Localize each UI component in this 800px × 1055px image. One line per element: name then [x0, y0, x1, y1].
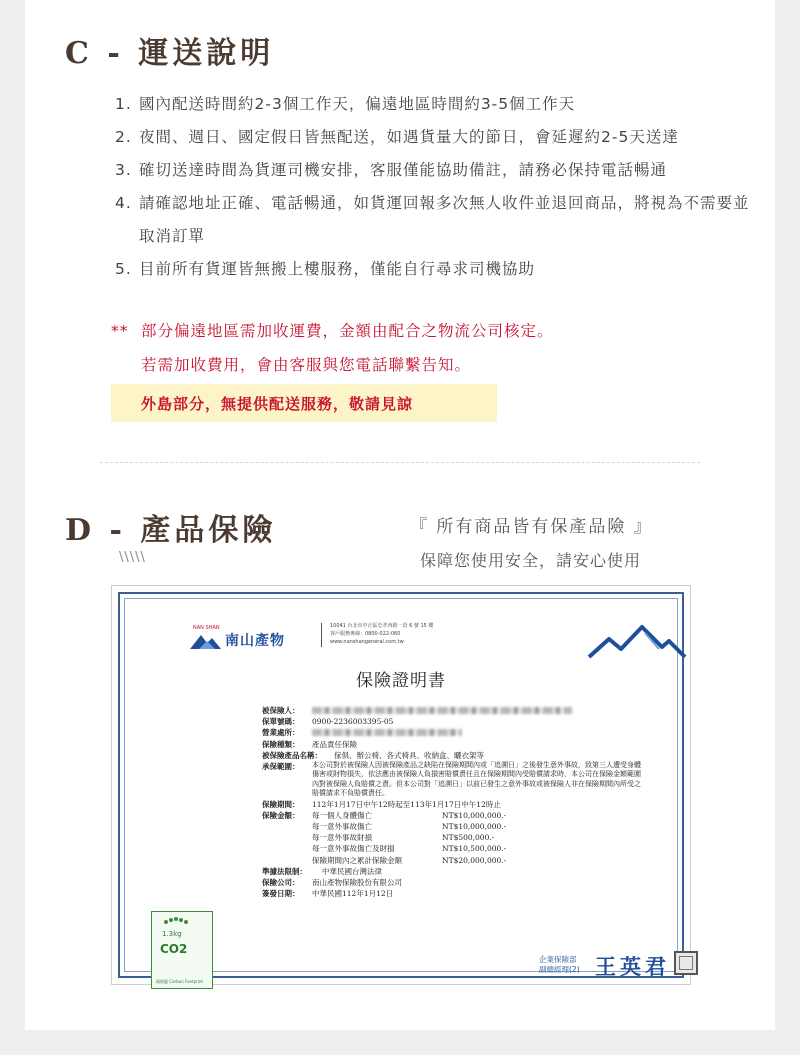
address-line: 10041 台北市中正區忠孝西路一段 6 號 15 樓	[330, 623, 434, 629]
list-item	[115, 154, 765, 187]
company-address	[330, 622, 433, 646]
footprint-icon	[152, 914, 212, 930]
field-value: 傢俱、辦公椅、各式椅具、收納盒、曬衣架等	[334, 750, 484, 760]
amount-item: 每一個人身體傷亡	[312, 810, 372, 820]
list-item	[115, 121, 765, 154]
certificate-fields	[262, 705, 642, 899]
amount-value: NT$10,000,000.-	[442, 822, 507, 832]
amount-item: 每一意外事故傷亡及財損	[312, 844, 395, 854]
item-number: 1.	[115, 95, 132, 113]
notice-text: 外島部分，無提供配送服務，敬請見諒	[141, 395, 414, 413]
footprint-weight: 1.3kg	[162, 930, 182, 938]
item-text: 確切送達時間為貨運司機安排，客服僅能協助備註，請務必保持電話暢通	[139, 161, 668, 179]
address-line: www.nanshangeneral.com.tw	[330, 639, 404, 645]
item-text: 請確認地址正確、電話暢通，如貨運回報多次無人收件並退回商品，將視為不需要並取消訂單	[139, 194, 750, 245]
amount-item: 保險期間內之累計保險金額	[312, 855, 402, 865]
note-phone-contact: 若需加收費用，會由客服與您電話聯繫告知。	[141, 356, 472, 374]
item-text: 國內配送時間約2-3個工作天，偏遠地區時間約3-5個工作天	[139, 95, 576, 113]
field-label: 被保險產品名稱：	[262, 750, 322, 760]
mountain-icon	[587, 617, 687, 667]
insurance-headline: 『 所有商品皆有保產品險 』	[410, 517, 653, 537]
section-divider	[100, 462, 700, 463]
address-line: 客戶服務專線：0800-022-060	[330, 631, 401, 637]
logo-arc-text: NAN SHAN	[193, 625, 220, 631]
seal-stamp-icon	[674, 951, 698, 975]
item-number: 3.	[115, 161, 132, 179]
amount-item: 每一意外事故財損	[312, 833, 372, 843]
field-value: 中華民國台灣法律	[322, 866, 382, 876]
shipping-notes	[111, 314, 711, 382]
field-label: 保險期間：	[262, 799, 300, 809]
field-label: 保險公司：	[262, 878, 300, 888]
field-amount	[262, 810, 642, 866]
field-office	[262, 727, 642, 738]
field-products	[262, 750, 642, 761]
field-value: 中華民國112年1月12日	[312, 889, 394, 899]
field-type	[262, 739, 642, 750]
field-scope	[262, 761, 642, 799]
redacted-value	[312, 707, 572, 714]
signer-dept-line: 企業保險部	[539, 955, 577, 964]
item-number: 2.	[115, 128, 132, 146]
field-insurer	[262, 877, 642, 888]
amount-value: NT$20,000,000.-	[442, 855, 507, 865]
field-label: 被保險人：	[262, 706, 300, 715]
field-label: 營業處所：	[262, 728, 300, 738]
field-insured	[262, 705, 642, 716]
redacted-value	[312, 729, 462, 736]
field-label: 保險金額：	[262, 810, 300, 820]
item-text: 夜間、週日、國定假日皆無配送，如遇貨量大的節日，會延遲約2-5天送達	[139, 128, 679, 146]
item-number: 4.	[115, 194, 132, 212]
note-text: 部分偏遠地區需加收運費，金額由配合之物流公司核定。	[141, 322, 554, 340]
decorative-slashes: \\\\\	[119, 550, 146, 565]
amount-value: NT$10,000,000.-	[442, 810, 507, 820]
amount-table	[312, 810, 552, 866]
certificate-inner-frame	[124, 598, 678, 984]
list-item	[115, 187, 765, 253]
field-label: 承保範圍：	[262, 762, 300, 772]
field-value: 0900-2236003395-05	[312, 717, 394, 727]
field-value: 產品責任保險	[312, 739, 357, 749]
delivery-list	[115, 88, 765, 286]
field-label: 準據法限制：	[262, 866, 307, 876]
item-number: 5.	[115, 260, 132, 278]
field-value: 112年1月17日中午12時起至113年1月17日中午12時止	[312, 799, 501, 809]
field-law	[262, 866, 642, 877]
amount-item: 每一意外事故傷亡	[312, 822, 372, 832]
section-c-title: C - 運送說明	[65, 36, 275, 71]
field-label: 保險種類：	[262, 739, 300, 749]
certificate-frame	[118, 592, 684, 984]
logo-separator	[321, 623, 322, 647]
signer-name: 王英君	[595, 954, 670, 979]
field-label: 保單號碼：	[262, 717, 300, 727]
signer-department	[539, 955, 580, 975]
field-label: 簽發日期：	[262, 889, 300, 899]
note-remote-fee	[111, 314, 711, 348]
certificate-title: 保險證明書	[356, 671, 446, 691]
insurance-certificate	[111, 585, 691, 985]
field-period	[262, 799, 642, 810]
amount-value: NT$10,500,000.-	[442, 844, 507, 854]
footprint-co2: CO2	[160, 942, 188, 956]
list-item	[115, 88, 765, 121]
insurance-subline: 保障您使用安全，請安心使用	[420, 551, 642, 570]
company-name: 南山產物	[225, 633, 285, 649]
carbon-footprint-label	[151, 911, 213, 989]
note-stars: **	[111, 322, 129, 340]
field-issue-date	[262, 888, 642, 899]
field-value: 南山產物保險股份有限公司	[312, 878, 402, 888]
amount-value: NT$500,000.-	[442, 833, 495, 843]
item-text: 目前所有貨運皆無搬上樓服務，僅能自行尋求司機協助	[139, 260, 536, 278]
signer-title-line: 副總經理(2)	[539, 965, 580, 974]
content-card	[25, 0, 775, 1030]
field-policy	[262, 716, 642, 727]
list-item	[115, 253, 765, 286]
outer-island-notice	[111, 384, 497, 422]
footprint-caption: 碳標籤 Carbon Footprint	[156, 979, 203, 984]
section-d-title: D - 產品保險	[65, 513, 277, 548]
field-value: 本公司對於被保險人因被保險產品之缺陷在保險期間內或「追溯日」之後發生意外事故，致第三人遭受身體傷害或財物損失，依法應由被保險人負損害賠償責任且在保險期間內受賠償請求時，本公司在保險金額範圍內對被保險人負賠償之責。但本公司對「追溯日」以前已發生之意外事故或被保險人非在保險期間內所受之賠償請求不負賠償責任。	[312, 761, 641, 798]
